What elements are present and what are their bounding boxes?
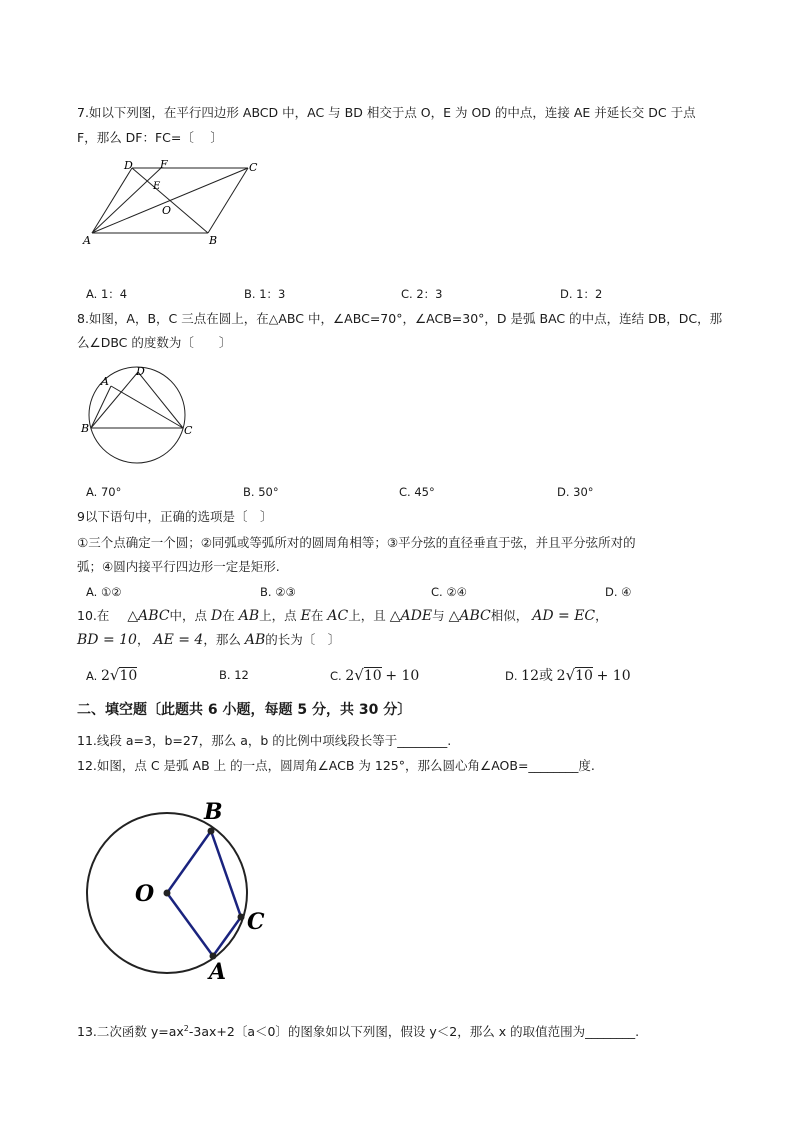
q10-option-d-label: D. [505, 669, 518, 683]
q10-option-d-coef: 2 [556, 668, 566, 684]
q10-bd: BD = 10 [77, 632, 137, 648]
q12-label-o: O [135, 881, 155, 907]
q10-option-d [505, 667, 631, 684]
q11-text: 11.线段 a=3，b=27，那么 a，b 的比例中项线段长等于________. [77, 733, 452, 748]
q10-option-a-coef: 2 [100, 668, 110, 684]
sqrt-icon: √ [354, 666, 364, 684]
q10-abc: ABC [138, 608, 170, 624]
q10-text-g: 相似， [490, 608, 529, 623]
q10-option-c-tail: + 10 [385, 668, 420, 684]
q7-option-d: D. 1：2 [560, 287, 603, 301]
q10-text-i: 的长为〔 〕 [265, 632, 341, 647]
q7-label-b: B [209, 234, 218, 247]
q12-point-o [164, 890, 171, 897]
q8-option-a: A. 70° [86, 485, 122, 499]
q10-triangle-symbol: △ [127, 608, 139, 624]
q10-ab-2: AB [244, 632, 266, 648]
q10-text-e: 上，且 [348, 608, 386, 623]
q13-text-post: -3ax+2〔a＜0〕的图象如以下列图，假设 y＜2，那么 x 的取值范围为________. [188, 1024, 640, 1040]
q10-text-h: ，那么 [203, 632, 241, 647]
q10-option-a-radicand: 10 [119, 668, 138, 684]
q10-option-c [330, 667, 419, 684]
q10-text-b: 在 [222, 608, 235, 623]
q9-text-line3: 弧；④圆内接平行四边形一定是矩形. [77, 559, 280, 574]
q13-text-pre: 13.二次函数 y=ax [77, 1024, 184, 1040]
q10-option-d-pre: 12或 [521, 668, 553, 684]
q7-label-c: C [249, 161, 258, 174]
q10-ab: AB [238, 608, 260, 624]
q13-superscript: 2 [183, 1024, 189, 1033]
q8-option-d: D. 30° [557, 485, 594, 499]
q12-text: 12.如图，点 C 是弧 AB 上 的一点，圆周角∠ACB 为 125°，那么圆心角∠AOB=________度. [77, 758, 595, 773]
q7-label-f: F [160, 158, 168, 171]
q10-abc-2: ABC [459, 608, 491, 624]
q9-text-line1: 9以下语句中，正确的选项是〔 〕 [77, 509, 273, 524]
q7-option-c: C. 2：3 [401, 287, 443, 301]
q8-text-line2: 么∠DBC 的度数为〔 〕 [77, 335, 232, 350]
q10-text-c: 上，点 [259, 608, 297, 623]
q10-option-d-tail: + 10 [596, 668, 631, 684]
q10-triangle-symbol-2: △ [389, 608, 401, 624]
q10-number: 10.在 [77, 608, 110, 623]
q10-ac: AC [327, 608, 349, 624]
q10-ade: ADE [400, 608, 433, 624]
q10-option-c-label: C. [330, 669, 342, 683]
q10-text-f: 与 [432, 608, 445, 623]
q10-option-a-label: A. [86, 669, 98, 683]
q7-text-line2: F，那么 DF：FC=〔 〕 [77, 130, 223, 145]
q9-text-line2: ①三个点确定一个圆；②同弧或等弧所对的圆周角相等；③平分弦的直径垂直于弦，并且平分弦所对的 [77, 535, 636, 550]
q13-text [77, 1021, 639, 1040]
q12-label-b: B [204, 799, 223, 825]
section-heading-fill-in: 二、填空题〔此题共 6 小题，每题 5 分，共 30 分〕 [77, 702, 412, 718]
q10-text-line2 [77, 632, 340, 648]
sqrt-icon: √ [565, 666, 576, 684]
q12-point-c [238, 914, 245, 921]
q7-label-o: O [162, 204, 172, 217]
q10-comma-2: ， [136, 632, 150, 647]
q10-comma: ， [595, 608, 608, 623]
q8-text-line1: 8.如图，A，B，C 三点在圆上，在△ABC 中，∠ABC=70°，∠ACB=30°，D 是弧 BAC 的中点，连结 DB，DC，那 [77, 311, 723, 326]
q9-option-c: C. ②④ [431, 585, 467, 599]
q10-triangle-symbol-3: △ [448, 608, 460, 624]
q8-label-c: C [184, 424, 193, 437]
q7-parallelogram-figure [80, 158, 260, 253]
q7-label-d: D [124, 159, 133, 172]
q7-label-a: A [83, 234, 91, 247]
q10-option-b: B. 12 [219, 668, 249, 682]
q10-text-a: 中，点 [169, 608, 208, 623]
q9-option-a: A. ①② [86, 585, 122, 599]
q8-circle-figure [78, 362, 208, 472]
sqrt-icon: √ [109, 666, 120, 684]
q10-text-line1 [77, 608, 608, 624]
q10-ae: AE = 4 [153, 632, 204, 648]
q8-label-a: A [101, 375, 109, 388]
q10-e: E [300, 608, 311, 624]
q10-d: D [211, 608, 223, 624]
q12-label-a: A [209, 959, 227, 985]
q10-option-d-radicand: 10 [575, 668, 593, 684]
q7-text-line1: 7.如以下列图，在平行四边形 ABCD 中，AC 与 BD 相交于点 O，E 为 OD 的中点，连接 AE 并延长交 DC 于点 [77, 105, 696, 120]
q8-label-b: B [81, 422, 90, 435]
q9-option-b: B. ②③ [260, 585, 296, 599]
q10-option-c-radicand: 10 [363, 668, 382, 684]
q7-option-b: B. 1：3 [244, 287, 286, 301]
q8-option-b: B. 50° [243, 485, 279, 499]
q7-label-e: E [153, 181, 161, 192]
q12-point-b [208, 828, 215, 835]
q10-ad-eq-ec: AD = EC [532, 608, 596, 624]
q12-circle-figure [80, 795, 280, 985]
q8-option-c: C. 45° [399, 485, 435, 499]
q12-label-c: C [247, 909, 265, 935]
q10-option-c-coef: 2 [345, 668, 355, 684]
q8-label-d: D [136, 365, 145, 378]
q9-option-d: D. ④ [605, 585, 632, 599]
q7-option-a: A. 1：4 [86, 287, 128, 301]
q10-text-d: 在 [310, 608, 324, 623]
q10-option-a [86, 667, 137, 684]
